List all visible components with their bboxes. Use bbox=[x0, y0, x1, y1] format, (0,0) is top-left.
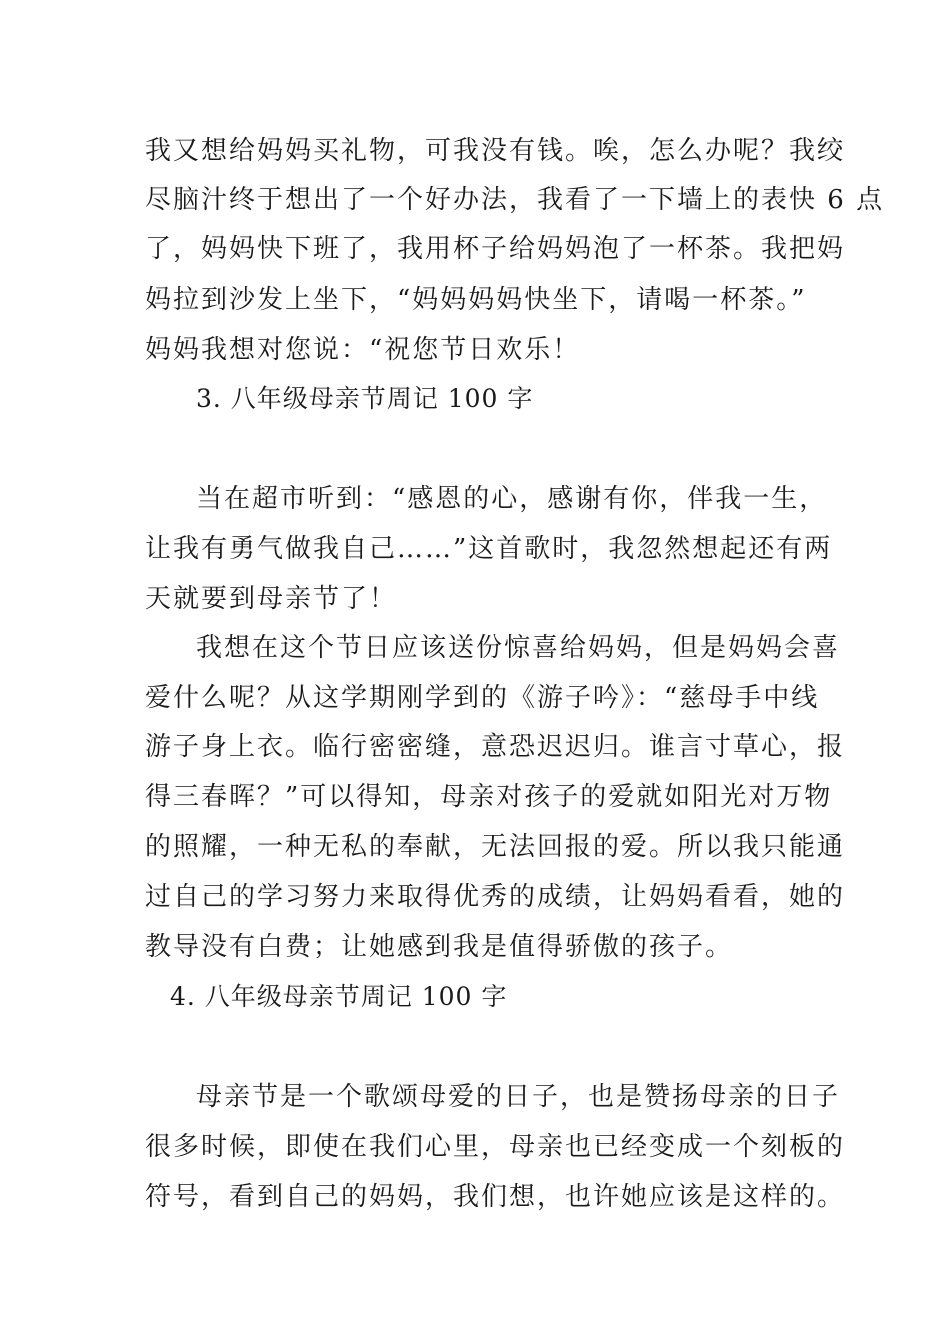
paragraph-line: 当在超市听到：“感恩的心，感谢有你，伴我一生， bbox=[196, 484, 828, 514]
paragraph-line: 得三春晖？”可以得知，母亲对孩子的爱就如阳光对万物 bbox=[145, 782, 833, 812]
paragraph-line: 我又想给妈妈买礼物，可我没有钱。唉，怎么办呢？我绞 bbox=[145, 136, 846, 166]
section-heading: 4. 八年级母亲节周记 100 字 bbox=[170, 982, 508, 1011]
paragraph-line: 母亲节是一个歌颂母爱的日子，也是赞扬母亲的日子 bbox=[196, 1082, 841, 1112]
paragraph-line: 了，妈妈快下班了，我用杯子给妈妈泡了一杯茶。我把妈 bbox=[145, 234, 846, 264]
paragraph-line: 很多时候，即使在我们心里，母亲也已经变成一个刻板的 bbox=[145, 1132, 846, 1162]
paragraph-line: 符号，看到自己的妈妈，我们想，也许她应该是这样的。 bbox=[145, 1182, 846, 1212]
paragraph-line: 妈拉到沙发上坐下，“妈妈妈妈快坐下，请喝一杯茶。” bbox=[145, 285, 807, 315]
paragraph-line: 游子身上衣。临行密密缝，意恐迟迟归。谁言寸草心，报 bbox=[145, 732, 846, 762]
paragraph-line: 天就要到母亲节了！ bbox=[145, 584, 398, 614]
paragraph-line: 过自己的学习努力来取得优秀的成绩，让妈妈看看，她的 bbox=[145, 882, 846, 912]
paragraph-line: 妈妈我想对您说：“祝您节日欢乐！ bbox=[145, 335, 581, 365]
paragraph-line: 我想在这个节日应该送份惊喜给妈妈，但是妈妈会喜 bbox=[196, 633, 841, 663]
paragraph-line: 尽脑汁终于想出了一个好办法，我看了一下墙上的表快 6 点 bbox=[145, 185, 885, 215]
paragraph-line: 的照耀，一种无私的奉献，无法回报的爱。所以我只能通 bbox=[145, 832, 846, 862]
paragraph-line: 爱什么呢？从这学期刚学到的《游子吟》：“慈母手中线 bbox=[145, 683, 820, 713]
paragraph-line: 让我有勇气做我自己……”这首歌时，我忽然想起还有两 bbox=[145, 534, 833, 564]
section-heading: 3. 八年级母亲节周记 100 字 bbox=[196, 384, 534, 413]
paragraph-line: 教导没有白费；让她感到我是值得骄傲的孩子。 bbox=[145, 932, 734, 962]
